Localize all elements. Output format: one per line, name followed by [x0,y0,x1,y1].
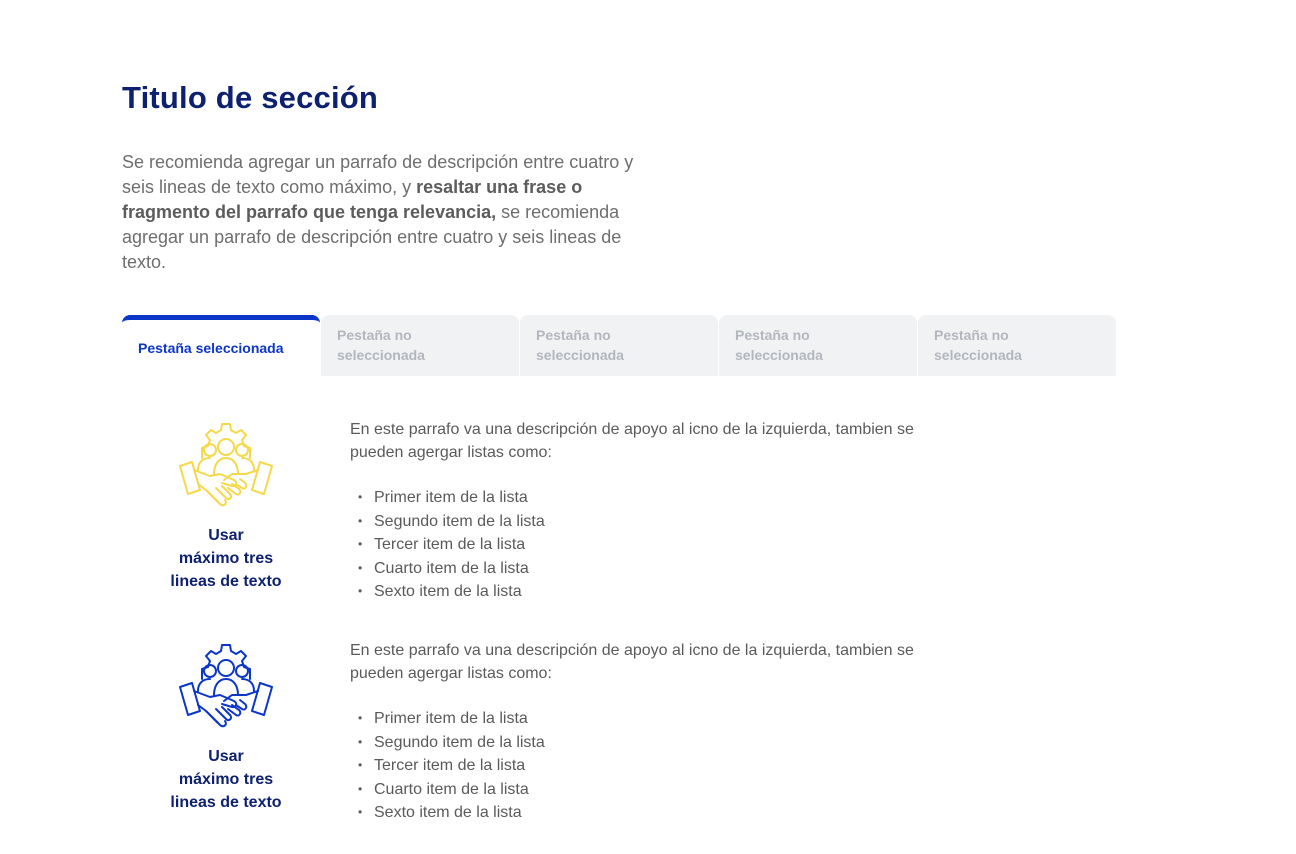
section-description [122,150,662,275]
list-item: • Sexto item de la lista [358,801,545,825]
bullet-list [358,486,545,604]
feature-row-2 [122,639,1022,829]
tab-unselected-4[interactable] [918,315,1116,376]
description-text-end: se recomienda agregar un parrafo de descripción entre cuatro y seis lineas de texto. [122,202,622,272]
caption-line: lineas de texto [170,794,282,811]
caption-line: máximo tres [178,771,274,788]
list-item: • Primer item de la lista [358,486,545,510]
caption-line: lineas de texto [170,573,282,590]
list-item: • Tercer item de la lista [358,754,545,778]
list-item: • Tercer item de la lista [358,533,545,557]
section-title: Titulo de sección [122,80,379,115]
description-highlight: resaltar una frase o fragmento del parrafo que tenga relevancia, [122,177,583,222]
handshake-team-gear-icon [176,418,276,512]
handshake-team-gear-icon [176,639,276,733]
caption-line: Usar [208,748,244,765]
tab-label: Pestaña no seleccionada [934,327,1022,363]
tab-unselected-1[interactable] [321,315,519,376]
list-item: • Segundo item de la lista [358,731,545,755]
description-text: Se recomienda agregar un parrafo de descripción entre cuatro y seis lineas de texto como máximo, y [122,152,634,197]
tab-label: Pestaña no seleccionada [536,327,624,363]
list-item: • Cuarto item de la lista [358,778,545,802]
tab-label: Pestaña seleccionada [138,340,284,356]
row-description: En este parrafo va una descripción de apoyo al icno de la izquierda, tambien se pueden agergar listas como: [350,421,914,461]
icon-caption [146,745,306,814]
tab-selected[interactable] [122,315,320,376]
caption-line: Usar [208,527,244,544]
tab-unselected-2[interactable] [520,315,718,376]
list-item: • Primer item de la lista [358,707,545,731]
tab-label: Pestaña no seleccionada [735,327,823,363]
tab-unselected-3[interactable] [719,315,917,376]
feature-row-1 [122,418,1022,608]
bullet-list [358,707,545,825]
list-item: • Sexto item de la lista [358,580,545,604]
list-item: • Cuarto item de la lista [358,557,545,581]
list-item: • Segundo item de la lista [358,510,545,534]
icon-caption [146,524,306,593]
tab-label: Pestaña no seleccionada [337,327,425,363]
tab-bar [122,315,1117,376]
row-description: En este parrafo va una descripción de apoyo al icno de la izquierda, tambien se pueden agergar listas como: [350,642,914,682]
caption-line: máximo tres [178,550,274,567]
